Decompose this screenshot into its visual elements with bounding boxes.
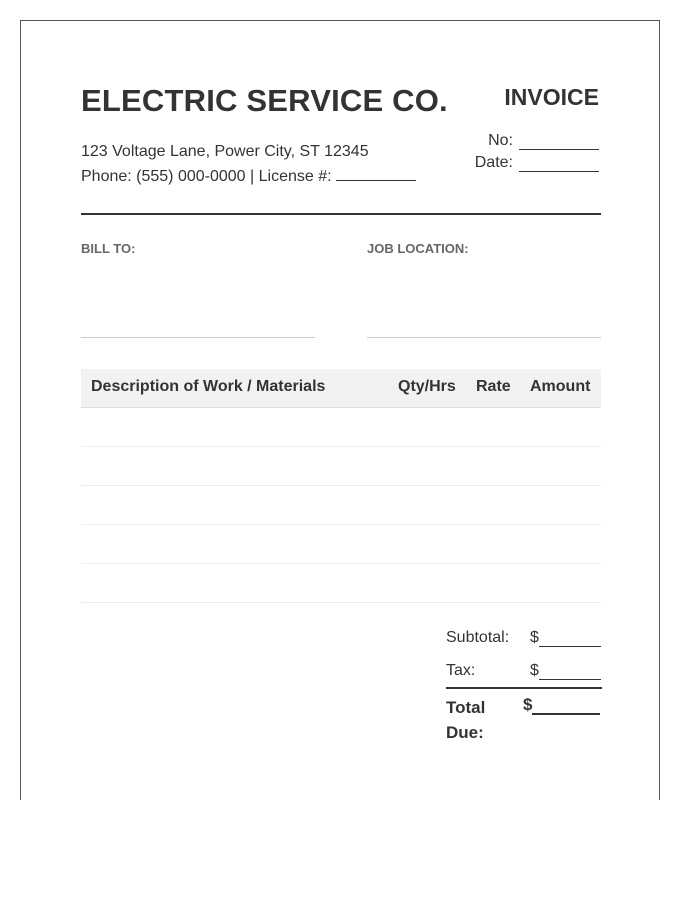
table-row[interactable]: [81, 525, 601, 564]
invoice-number-field[interactable]: [519, 135, 599, 150]
bill-to-field[interactable]: [81, 337, 315, 338]
total-due-value: [523, 695, 600, 715]
column-header-description: Description of Work / Materials: [91, 378, 326, 395]
column-header-amount: Amount: [530, 378, 591, 395]
table-row[interactable]: [81, 447, 601, 486]
invoice-date-field[interactable]: [519, 157, 599, 172]
header-divider: [81, 213, 601, 215]
invoice-date-row: [475, 154, 599, 172]
table-row[interactable]: [81, 564, 601, 603]
bill-to-label: BILL TO:: [81, 241, 136, 256]
invoice-number-label: No:: [488, 132, 513, 149]
invoice-number-row: [488, 132, 599, 150]
phone-license-text: Phone: (555) 000-0000 | License #:: [81, 168, 332, 185]
table-row[interactable]: [81, 408, 601, 447]
company-contact: [81, 166, 416, 186]
license-number-field[interactable]: [336, 166, 416, 181]
tax-label: Tax:: [446, 662, 476, 679]
column-header-qty-hrs: Qty/Hrs: [398, 378, 456, 395]
subtotal-currency: $: [530, 629, 539, 646]
tax-value: [530, 662, 601, 680]
items-table-header: [81, 369, 601, 408]
total-due-label: Total Due:: [446, 698, 486, 742]
job-location-label: JOB LOCATION:: [367, 241, 469, 256]
subtotal-field[interactable]: [539, 632, 601, 647]
invoice-title: INVOICE: [504, 84, 599, 110]
invoice-date-label: Date:: [474, 154, 513, 171]
tax-currency: $: [530, 662, 539, 679]
invoice-sheet: [20, 20, 660, 800]
tax-field[interactable]: [539, 665, 601, 680]
company-name: ELECTRIC SERVICE CO.: [81, 83, 448, 118]
subtotal-label: Subtotal:: [446, 629, 510, 646]
subtotal-value: [530, 629, 601, 647]
total-due-currency: $: [523, 695, 533, 714]
job-location-field[interactable]: [367, 337, 601, 338]
column-header-rate: Rate: [476, 378, 511, 395]
table-row[interactable]: [81, 486, 601, 525]
total-due-field[interactable]: [532, 697, 600, 715]
totals-divider: [446, 687, 602, 689]
company-address: 123 Voltage Lane, Power City, ST 12345: [81, 143, 369, 160]
